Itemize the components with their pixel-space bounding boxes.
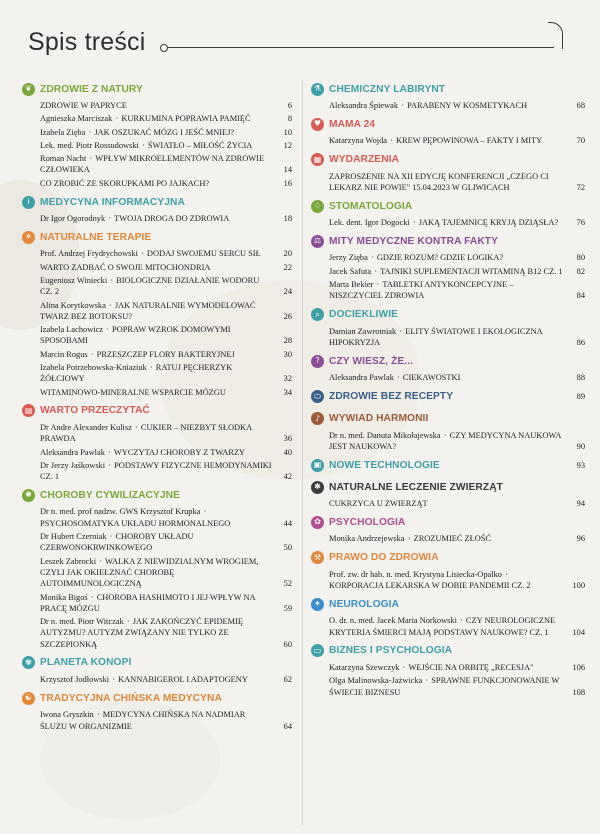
separator-dot: · (372, 266, 380, 276)
page-number: 108 (572, 687, 585, 697)
entry-author: Alina Korytkowska (40, 300, 106, 310)
page-number: 82 (576, 266, 585, 276)
toc-section (311, 80, 587, 111)
entry-title: JAKĄ TAJEMNICĘ KRYJĄ DZIĄSŁA? (418, 218, 559, 228)
entry-title: PSYCHOSOMATYKA UKŁADU HORMONALNEGO (40, 518, 231, 528)
neuron-icon: ✶ (311, 598, 324, 611)
section-header[interactable] (311, 478, 587, 496)
separator-dot: · (397, 326, 405, 336)
microphone-icon: ♪ (311, 412, 324, 425)
toc-entry[interactable] (311, 662, 587, 673)
section-title: WARTO PRZECZYTAĆ (40, 405, 150, 417)
page-number: 44 (283, 518, 292, 528)
entry-author: O. dr. n. med. Jacek Maria Norkowski (329, 616, 457, 626)
separator-dot: · (113, 114, 121, 124)
title-curl-ornament (548, 22, 563, 49)
page-number: 30 (283, 349, 292, 359)
separator-dot: · (110, 674, 118, 684)
toc-entry[interactable] (22, 153, 294, 176)
entry-title: JAK OSZUKAĆ MÓZG I JEŚĆ MNIEJ? (94, 127, 235, 137)
entry-author: Krzysztof Jodłowski (40, 674, 110, 684)
toc-entry[interactable] (22, 140, 294, 151)
separator-dot: · (104, 325, 111, 335)
entry-author: Marta Bekier (329, 280, 374, 290)
title-divider (164, 47, 554, 48)
scale-icon: ⚖ (311, 235, 324, 248)
page-number: 90 (576, 441, 585, 451)
section-header[interactable] (311, 595, 587, 613)
toc-entry[interactable] (311, 533, 587, 544)
section-title: STOMATOLOGIA (329, 200, 413, 212)
entry-title: SPRAWNE FUNKCJONOWANIE W ŚWIECIE BIZNESU (329, 676, 560, 697)
toc-section (22, 689, 294, 732)
separator-dot: · (88, 349, 96, 359)
separator-dot: · (107, 532, 115, 542)
toc-entry[interactable] (22, 349, 294, 360)
toc-section (22, 228, 294, 398)
section-header[interactable] (311, 151, 587, 169)
section-header[interactable] (311, 115, 587, 133)
toc-section (22, 193, 294, 224)
leaf-icon: ❦ (22, 83, 35, 96)
entry-author: Lek. med. Piotr Rossudowski (40, 140, 139, 150)
separator-dot: · (201, 507, 207, 517)
toc-entry[interactable] (22, 362, 294, 385)
entry-author: Marcin Rogus (40, 349, 88, 359)
separator-dot: · (87, 154, 95, 164)
toc-entry[interactable] (22, 709, 294, 732)
entry-title: CHOROBY UKŁADU CZERWONOKRWINKOWEGO (40, 532, 194, 553)
entry-author: Aleksandra Śpiewak (329, 101, 399, 110)
entry-title: ZDROWIE W PAPRYCE (40, 101, 127, 110)
section-title: NATURALNE TERAPIE (40, 231, 152, 243)
section-header[interactable] (22, 228, 294, 246)
toc-entry[interactable] (22, 460, 294, 483)
entry-title: RATUJ PĘCHERZYK ŻÓŁCIOWY (40, 363, 233, 384)
entry-author: Dr Andre Alexander Kulisz (40, 422, 132, 432)
toc-section (311, 115, 587, 146)
toc-section (22, 654, 294, 685)
section-title: MAMA 24 (329, 118, 376, 130)
section-header[interactable] (311, 80, 587, 98)
entry-author: Jacek Safuta (329, 266, 372, 276)
toc-entry[interactable] (22, 447, 294, 458)
section-header[interactable] (311, 352, 587, 370)
separator-dot: · (97, 556, 105, 566)
page-number: 59 (283, 603, 292, 613)
toc-entry[interactable] (22, 556, 294, 590)
separator-dot: · (124, 617, 132, 627)
entry-author: Aleksandra Pawlak (329, 373, 394, 383)
separator-dot: · (441, 430, 449, 440)
virus-icon: ✺ (22, 489, 35, 502)
toc-entry[interactable] (22, 113, 294, 124)
page-number: 64 (283, 721, 292, 731)
entry-author: Monika Andrzejewska (329, 534, 405, 544)
section-header[interactable] (311, 549, 587, 567)
page-number: 22 (283, 262, 292, 272)
toc-section (22, 486, 294, 650)
page-number: 16 (283, 178, 292, 188)
toc-section (311, 456, 587, 474)
toc-entry[interactable] (22, 592, 294, 615)
toc-entry[interactable] (311, 266, 587, 277)
separator-dot: · (388, 136, 395, 146)
entry-title: JAK ZAKOŃCZYĆ EPIDEMIĘ AUTYZMU? AUTYZM ZWIĄZANY NIE TYLKO ZE SZCZEPIONKĄ (40, 617, 243, 649)
briefcase-icon: ▭ (311, 644, 324, 657)
pill-icon: ⬭ (311, 390, 324, 403)
toc-entry[interactable] (22, 422, 294, 445)
entry-title: POPRAW WZROK DOMOWYMI SPOSOBAMI (40, 325, 231, 346)
entry-author: Agnieszka Marciszak (40, 114, 113, 124)
entry-author: Dr Igor Ogorodnyk (40, 214, 106, 224)
section-header[interactable] (22, 193, 294, 211)
entry-title: TAJNIKI SUPLEMENTACJI WITAMINĄ B12 CZ. 1 (380, 266, 563, 276)
column-divider (302, 80, 303, 825)
separator-dot: · (106, 300, 114, 310)
toc-entry[interactable] (22, 324, 294, 347)
toc-section (311, 197, 587, 228)
section-title: WYWIAD HARMONII (329, 413, 429, 425)
page-number: 86 (576, 337, 585, 347)
gavel-icon: ⚒ (311, 551, 324, 564)
entry-author: Monika Bigoś (40, 592, 88, 602)
toc-entry[interactable] (22, 262, 294, 273)
separator-dot: · (423, 676, 431, 686)
separator-dot: · (147, 363, 155, 373)
section-title: PSYCHOLOGIA (329, 516, 406, 528)
toc-section (311, 352, 587, 383)
toc-section (311, 642, 587, 698)
toc-entry[interactable] (22, 178, 294, 189)
toc-entry[interactable] (311, 252, 587, 263)
entry-author: Katarzyna Wojda (329, 136, 388, 146)
entry-author: Roman Nacht (40, 154, 87, 164)
toc-entry[interactable] (311, 100, 587, 111)
section-title: CHEMICZNY LABIRYNT (329, 83, 446, 95)
section-header[interactable] (311, 410, 587, 428)
section-title: TRADYCYJNA CHIŃSKA MEDYCYNA (40, 692, 222, 704)
page-number: 28 (283, 336, 292, 346)
brain-icon: ✿ (311, 516, 324, 529)
entry-title: WEJŚCIE NA ORBITĘ „RECESJA" (408, 662, 534, 672)
page-number: 76 (576, 218, 585, 228)
entry-title: WYCZYTAJ CHOROBY Z TWARZY (113, 447, 246, 457)
entry-title: CHOROBA HASHIMOTO I JEJ WPŁYW NA PRACĘ MÓZGU (40, 592, 256, 613)
section-header[interactable] (311, 642, 587, 660)
page-number: 12 (283, 140, 292, 150)
toc-section (311, 232, 587, 301)
entry-author: Dr Jerzy Jaśkowski (40, 460, 106, 470)
page-number: 94 (576, 499, 585, 509)
section-title: PRAWO DO ZDROWIA (329, 552, 439, 564)
section-title: NATURALNE LECZENIE ZWIERZĄT (329, 481, 503, 493)
entry-title: TABLETKI ANTYKONCEPCYJNE – NISZCZYCIEL ZDROWIA (329, 280, 514, 301)
section-title: DOCIEKLIWIE (329, 309, 399, 321)
page-number: 106 (572, 662, 585, 672)
entry-title: ZROZUMIEĆ ZŁOŚĆ (413, 534, 492, 544)
page-number: 10 (283, 127, 292, 137)
page-number: 52 (283, 579, 292, 589)
entry-title: DODAJ SWOJEMU SERCU SIŁ (146, 249, 261, 259)
page-number: 68 (576, 101, 585, 110)
section-header[interactable] (311, 456, 587, 474)
section-header[interactable] (22, 486, 294, 504)
entry-title: WPŁYW MIKROELEMENTÓW NA ZDROWIE CZŁOWIEKA (40, 154, 265, 175)
toc-entry[interactable] (22, 100, 294, 111)
toc-entry[interactable] (311, 615, 587, 638)
toc-section (22, 80, 294, 189)
toc-entry[interactable] (22, 531, 294, 554)
separator-dot: · (94, 710, 102, 720)
separator-dot: · (400, 662, 408, 672)
entry-title: PODSTAWY FIZYCZNE HEMODYNAMIKI CZ. 1 (40, 460, 272, 482)
page-number: 93 (576, 460, 585, 470)
separator-dot: · (410, 218, 418, 228)
section-header[interactable] (311, 306, 587, 324)
page-number: 18 (283, 214, 292, 224)
page-number: 32 (283, 374, 292, 384)
toc-entry[interactable] (22, 275, 294, 298)
entry-title: BIOLOGICZNE DZIAŁANIE WODORU CZ. 2 (40, 275, 260, 297)
separator-dot: · (86, 127, 94, 137)
section-title: ZDROWIE BEZ RECEPTY (329, 391, 454, 403)
entry-title: WALKA Z NIEWIDZIALNYM WROGIEM, CZYLI JAK OKIEŁZNAĆ CHOROBĘ AUTOIMMUNOLOGICZNĄ (40, 556, 259, 589)
toc-entry[interactable] (311, 675, 587, 698)
separator-dot: · (394, 373, 402, 383)
entry-title: CZY MEDYCYNA NAUKOWA JEST NAUKOWA? (329, 430, 561, 451)
toc-entry[interactable] (22, 387, 294, 398)
toc-column-left (22, 80, 294, 736)
entry-title: CUKIER – NIEZBYT SŁODKA PRAWDA (40, 422, 252, 444)
page-number: 88 (576, 373, 585, 383)
toc-entry[interactable] (311, 217, 587, 228)
toc-section (311, 388, 587, 406)
section-header[interactable] (22, 80, 294, 98)
page-number: 89 (576, 392, 585, 402)
toc-entry[interactable] (311, 569, 587, 592)
section-header[interactable] (22, 654, 294, 672)
separator-dot: · (139, 140, 147, 150)
entry-author: Olga Malinowska-Jażwicka (329, 676, 423, 686)
hemp-icon: ✾ (22, 656, 35, 669)
page-number: 72 (576, 182, 585, 192)
toc-entry[interactable] (311, 279, 587, 302)
separator-dot: · (138, 249, 146, 259)
toc-section (311, 410, 587, 453)
page-title: Spis treści (28, 28, 146, 56)
entry-author: Eugeniusz Winiecki (40, 275, 108, 285)
toc-entry[interactable] (311, 372, 587, 383)
entry-title: CZY NEUROLOGICZNE KRYTERIA ŚMIERCI MAJĄ PODSTAWY NAUKOWE? CZ. 1 (329, 616, 556, 637)
entry-author: Leszek Zabrocki (40, 556, 97, 566)
toc-entry[interactable] (22, 506, 294, 529)
separator-dot: · (368, 253, 376, 263)
separator-dot: · (374, 280, 382, 290)
page-number: 24 (283, 287, 292, 297)
page-number: 6 (287, 101, 292, 110)
page-number: 62 (283, 674, 292, 684)
entry-author: Iwona Gryszkin (40, 710, 94, 720)
entry-title: KORPORACJA LEKARSKA W DOBIE PANDEMII CZ. 2 (329, 581, 531, 591)
page-number: 40 (283, 447, 292, 457)
entry-title: WARTO ZADBAĆ O SWOJE MITOCHONDRIA (40, 262, 211, 272)
separator-dot: · (108, 275, 116, 285)
separator-dot: · (88, 592, 96, 602)
sun-icon: ☀ (22, 231, 35, 244)
separator-dot: · (457, 616, 465, 626)
entry-author: Dr n. med. Piotr Witczak (40, 617, 124, 627)
toc-entry[interactable] (22, 300, 294, 323)
section-header[interactable] (311, 513, 587, 531)
entry-author: Damian Zawrotniak (329, 326, 397, 336)
separator-dot: · (106, 214, 114, 224)
section-title: BIZNES I PSYCHOLOGIA (329, 645, 453, 657)
page-number: 20 (283, 249, 292, 259)
entry-author: Lek. dent. Igor Dogocki (329, 218, 410, 228)
entry-author: Prof. zw. dr hab. n. med. Krystyna Lisiecka-Opalko (329, 569, 502, 579)
entry-title: ŚWIATŁO – MIŁOŚĆ ŻYCIA (147, 140, 253, 150)
entry-title: WITAMINOWO-MINERALNE WSPARCIE MÓZGU (40, 387, 226, 397)
toc-section (311, 549, 587, 592)
page-number: 104 (572, 627, 585, 637)
page-number: 26 (283, 311, 292, 321)
book-icon: ▤ (22, 404, 35, 417)
toc-entry[interactable] (22, 127, 294, 138)
entry-title: KANNABIGEROL I ADAPTOGENY (118, 674, 248, 684)
entry-title: GDZIE ROZUM? GDZIE LOGIKA? (376, 253, 504, 263)
page-number: 50 (283, 543, 292, 553)
toc-entry[interactable] (311, 498, 587, 509)
entry-title: KURKUMINA POPRAWIA PAMIĘĆ (121, 114, 251, 124)
entry-author: Dr n. med. prof nadzw. GWS Krzysztof Krupka (40, 507, 201, 517)
section-title: NEUROLOGIA (329, 598, 400, 610)
separator-dot: · (405, 534, 413, 544)
toc-section (311, 478, 587, 509)
toc-entry[interactable] (311, 430, 587, 453)
entry-author: Dr n. med. Danuta Mikołajewska (329, 430, 441, 440)
section-header[interactable] (311, 388, 587, 406)
section-title: CHOROBY CYWILIZACYJNE (40, 489, 181, 501)
entry-title: PRZESZCZEP FLORY BAKTERYJNEJ (96, 349, 235, 359)
entry-author: Jerzy Zięba (329, 253, 368, 263)
toc-section (311, 151, 587, 194)
entry-author: Izabela Zięba (40, 127, 86, 137)
page-number: 60 (283, 639, 292, 649)
mother-icon: ♥ (311, 118, 324, 131)
entry-title: CUKRZYCA U ZWIERZĄT (329, 499, 428, 509)
toc-entry[interactable] (22, 674, 294, 685)
toc-section (311, 513, 587, 544)
separator-dot: · (105, 447, 113, 457)
page-number: 14 (283, 165, 292, 175)
toc-column-right (311, 80, 587, 702)
entry-author: Dr Hubert Czerniak (40, 532, 107, 542)
section-title: ZDROWIE Z NATURY (40, 83, 143, 95)
magnifier-icon: ⌕ (311, 308, 324, 321)
toc-entry[interactable] (22, 213, 294, 224)
section-header[interactable] (311, 232, 587, 250)
entry-title: KREW PĘPOWINOWA – FAKTY I MITY (396, 136, 543, 146)
toc-section (22, 402, 294, 482)
entry-title: ZAPROSZENIE NA XII EDYCJĘ KONFERENCJI „CZEGO CI LEKARZ NIE POWIE" 15.04.2023 W GLIWICACH (329, 171, 549, 192)
entry-title: PARABENY W KOSMETYKACH (407, 101, 528, 110)
entry-title: CIEKAWOSTKI (402, 373, 461, 383)
toc-entry[interactable] (22, 248, 294, 259)
section-header[interactable] (311, 197, 587, 215)
toc-section (311, 306, 587, 349)
calendar-icon: ▦ (311, 153, 324, 166)
toc-entry[interactable] (22, 616, 294, 650)
tooth-icon: ♢ (311, 200, 324, 213)
page-number: 70 (576, 136, 585, 146)
entry-author: Prof. Andrzej Frydrychowski (40, 249, 138, 259)
separator-dot: · (106, 460, 114, 470)
divider-dot-icon (160, 44, 168, 52)
entry-author: Aleksandra Pawlak (40, 447, 105, 457)
page-number: 100 (572, 581, 585, 591)
page-number: 8 (287, 114, 292, 124)
info-icon: i (22, 196, 35, 209)
separator-dot: · (399, 101, 407, 110)
entry-title: ELITY ŚWIATOWE I EKOLOGICZNA HIPOKRYZJA (329, 326, 543, 347)
section-title: CZY WIESZ, ŻE... (329, 355, 414, 367)
separator-dot: · (502, 569, 508, 579)
entry-author: Katarzyna Szewczyk (329, 662, 400, 672)
chip-icon: ▣ (311, 459, 324, 472)
flask-icon: ⚗ (311, 83, 324, 96)
toc-entry[interactable] (311, 171, 587, 194)
yin-yang-icon: ☯ (22, 692, 35, 705)
section-header[interactable] (22, 689, 294, 707)
page-number: 36 (283, 434, 292, 444)
entry-title: MEDYCYNA CHIŃSKA NA NADMIAR ŚLUZU W ORGANIZMIE (40, 710, 246, 731)
toc-section (311, 595, 587, 638)
toc-entry[interactable] (311, 135, 587, 146)
entry-author: Izabela Potrzebowska-Kniaziuk (40, 363, 147, 373)
section-title: NOWE TECHNOLOGIE (329, 459, 440, 471)
paw-icon: ✱ (311, 481, 324, 494)
page-number: 42 (283, 472, 292, 482)
entry-title: JAK NATURALNIE WYMODELOWAĆ TWARZ BEZ BOTOKSU? (40, 300, 256, 321)
entry-title: TWOJA DROGA DO ZDROWIA (114, 214, 230, 224)
question-icon: ? (311, 355, 324, 368)
section-header[interactable] (22, 402, 294, 420)
entry-author: Izabela Lachowicz (40, 325, 104, 335)
separator-dot: · (132, 422, 140, 432)
page-number: 80 (576, 253, 585, 263)
section-title: WYDARZENIA (329, 154, 400, 166)
section-title: PLANETA KONOPI (40, 657, 132, 669)
section-title: MITY MEDYCZNE KONTRA FAKTY (329, 235, 498, 247)
page-number: 84 (576, 291, 585, 301)
page-number: 96 (576, 534, 585, 544)
section-title: MEDYCYNA INFORMACYJNA (40, 196, 185, 208)
page-number: 34 (283, 387, 292, 397)
toc-entry[interactable] (311, 326, 587, 349)
entry-title: CO ZROBIĆ ZE SKORUPKAMI PO JAJKACH? (40, 178, 210, 188)
